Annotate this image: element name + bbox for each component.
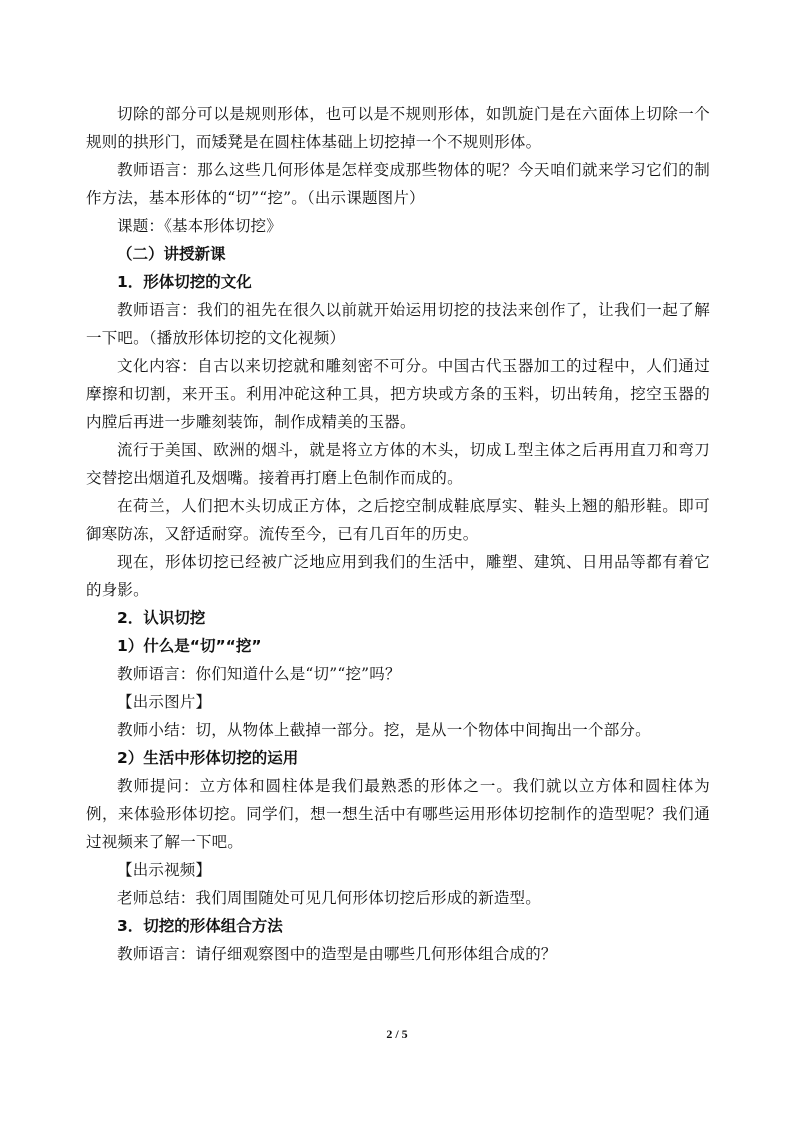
paragraph-pipe: 流行于美国、欧洲的烟斗，就是将立方体的木头，切成Ｌ型主体之后再用直刀和弯刀交替挖出烟道孔及烟嘴。接着再打磨上色制作而成的。	[86, 441, 710, 487]
paragraph-summary-cut: 教师小结：切，从物体上截掉一部分。挖，是从一个物体中间掏出一个部分。	[117, 721, 651, 739]
paragraph-modern-use: 现在，形体切挖已经被广泛地应用到我们的生活中，雕塑、建筑、日用品等都有着它的身影。	[86, 553, 710, 599]
paragraph-culture-video: 教师语言：我们的祖先在很久以前就开始运用切挖的技法来创作了，让我们一起了解一下吧。（播放形体切挖的文化视频）	[86, 301, 710, 347]
paragraph-observe-question: 教师语言：请仔细观察图中的造型是由哪些几何形体组合成的？	[117, 945, 557, 963]
paragraph-jade: 文化内容：自古以来切挖就和雕刻密不可分。中国古代玉器加工的过程中，人们通过摩擦和切割，来开玉。利用冲砣这种工具，把方块或方条的玉料，切出转角，挖空玉器的内膛后再进一步雕刻装饰，制作成精美的玉器。	[86, 357, 710, 431]
paragraph-dutch-shoes: 在荷兰，人们把木头切成正方体，之后挖空制成鞋底厚实、鞋头上翘的船形鞋。即可御寒防冻，又舒适耐穿。流传至今，已有几百年的历史。	[86, 497, 710, 543]
paragraph-teacher-intro: 教师语言：那么这些几何形体是怎样变成那些物体的呢？今天咱们就来学习它们的制作方法，基本形体的“切”“挖”。（出示课题图片）	[86, 161, 710, 207]
heading-culture: 1．形体切挖的文化	[117, 273, 252, 291]
heading-life-use: 2）生活中形体切挖的运用	[117, 749, 299, 767]
heading-new-lesson: （二）讲授新课	[117, 245, 226, 263]
paragraph-teacher-summary: 老师总结：我们周围随处可见几何形体切挖后形成的新造型。	[117, 889, 541, 907]
paragraph-lesson-title: 课题：《基本形体切挖》	[117, 217, 282, 235]
paragraph-teacher-question: 教师提问：立方体和圆柱体是我们最熟悉的形体之一。我们就以立方体和圆柱体为例，来体验形体切挖。同学们，想一想生活中有哪些运用形体切挖制作的造型呢？我们通过视频来了解一下吧。	[86, 777, 710, 851]
paragraph-question-cut: 教师语言：你们知道什么是“切”“挖”吗？	[117, 665, 401, 683]
document-body	[86, 100, 710, 968]
heading-understand-cut: 2．认识切挖	[117, 609, 206, 627]
heading-what-is-cut: 1）什么是“切”“挖”	[117, 637, 262, 655]
paragraph-show-video: 【出示视频】	[117, 861, 212, 879]
heading-combination-method: 3．切挖的形体组合方法	[117, 917, 283, 935]
page-number: 2 / 5	[386, 1027, 408, 1041]
paragraph-show-picture: 【出示图片】	[117, 693, 212, 711]
paragraph-cut-examples: 切除的部分可以是规则形体，也可以是不规则形体，如凯旋门是在六面体上切除一个规则的拱形门，而矮凳是在圆柱体基础上切挖掉一个不规则形体。	[86, 105, 710, 151]
